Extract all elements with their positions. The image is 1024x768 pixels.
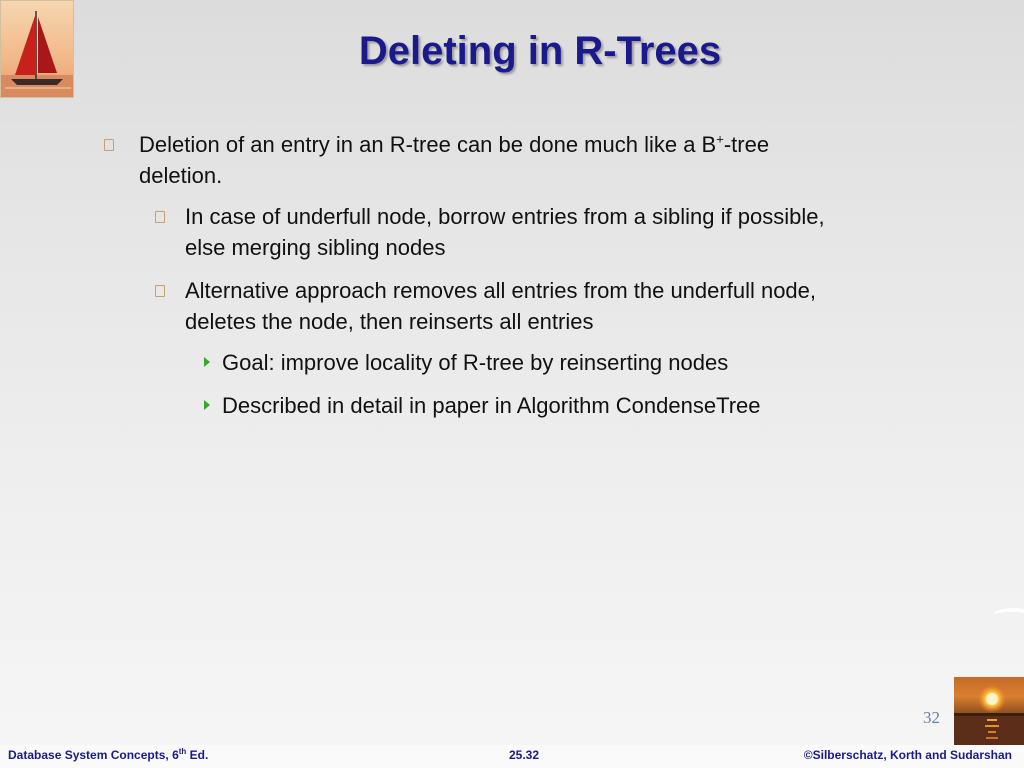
bullet-text-line2: deletion. [139,163,223,188]
bullet-level2 [185,275,945,337]
bullet-text-line2: deletes the node, then reinserts all entries [185,309,594,334]
bullet-text: In case of underfull node, borrow entries from a sibling if possible, [185,204,825,229]
bullet-text: Described in detail in paper in Algorithm CondenseTree [222,393,761,418]
bullet-text-line2: else merging sibling nodes [185,235,446,260]
bullet-level3 [222,347,942,378]
bullet-level1 [139,129,899,191]
page-number: 32 [923,708,940,727]
bullet-marker [155,285,165,297]
slide-title: Deleting in R-Trees [358,29,722,73]
bullet-text: Deletion of an entry in an R-tree can be done much like a B [139,132,717,157]
footer-book-title [8,748,208,762]
bullet-text: Alternative approach removes all entries from the underfull node, [185,278,817,303]
superscript-plus: + [716,131,724,147]
arrow-bullet-icon [204,357,210,367]
bullet-marker [155,211,165,223]
bullet-text: Goal: improve locality of R-tree by reinserting nodes [222,350,729,375]
footer-edition-sup: th [178,747,187,756]
bullet-marker [104,139,114,151]
footer-copyright: ©Silberschatz, Korth and Sudarshan [803,748,1012,762]
arrow-bullet-icon [204,400,210,410]
footer [0,745,1024,768]
bullet-level3 [222,390,942,421]
sunset-image [954,677,1024,745]
footer-edition-suffix: Ed. [186,748,209,762]
decorative-swoosh [994,604,1024,618]
footer-slide-number: 25.32 [509,748,540,762]
bullet-text-suffix: -tree [723,132,770,157]
bullet-level2 [185,201,945,263]
sailboat-logo [0,0,74,98]
footer-book-title-text: Database System Concepts, 6 [8,748,179,762]
